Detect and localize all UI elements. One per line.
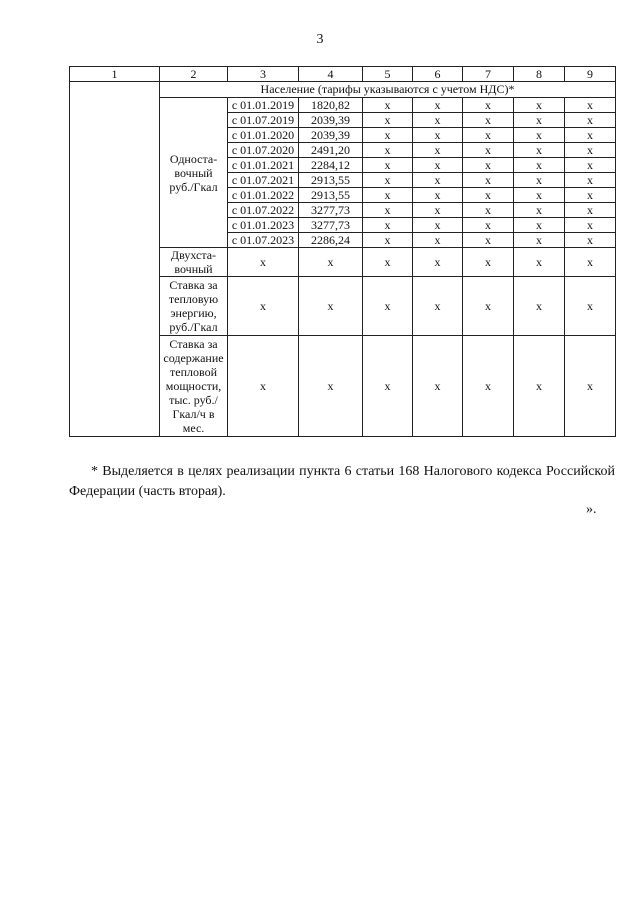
not-applicable-mark: х bbox=[463, 98, 514, 113]
column-number: 4 bbox=[299, 67, 363, 82]
category-label-line: тепловой bbox=[170, 365, 217, 379]
not-applicable-mark: х bbox=[514, 158, 565, 173]
period-cell: с 01.01.2022 bbox=[228, 188, 299, 203]
not-applicable-mark: х bbox=[463, 233, 514, 248]
column-number: 7 bbox=[463, 67, 514, 82]
not-applicable-mark: х bbox=[363, 98, 413, 113]
not-applicable-mark: х bbox=[463, 218, 514, 233]
tariff-value-cell: 2286,24 bbox=[299, 233, 363, 248]
not-applicable-mark: х bbox=[463, 188, 514, 203]
tariff-table bbox=[69, 66, 616, 437]
category-label-line: мес. bbox=[182, 421, 205, 435]
population-header: Население (тарифы указываются с учетом НДС)* bbox=[160, 82, 616, 98]
category-label-line: Двухста- bbox=[170, 248, 217, 262]
column-number: 2 bbox=[160, 67, 228, 82]
period-cell: с 01.07.2022 bbox=[228, 203, 299, 218]
not-applicable-mark: х bbox=[363, 203, 413, 218]
not-applicable-mark: х bbox=[565, 248, 616, 277]
not-applicable-mark: х bbox=[363, 233, 413, 248]
not-applicable-mark: х bbox=[413, 218, 463, 233]
not-applicable-mark: х bbox=[413, 173, 463, 188]
period-cell: с 01.07.2023 bbox=[228, 233, 299, 248]
not-applicable-mark: х bbox=[463, 128, 514, 143]
not-applicable-mark: х bbox=[363, 173, 413, 188]
tariff-category-label bbox=[160, 98, 228, 248]
category-label-line: Гкал/ч в bbox=[172, 407, 215, 421]
not-applicable-mark: х bbox=[228, 277, 299, 336]
not-applicable-mark: х bbox=[565, 98, 616, 113]
not-applicable-mark: х bbox=[463, 203, 514, 218]
not-applicable-mark: х bbox=[299, 248, 363, 277]
not-applicable-mark: х bbox=[565, 113, 616, 128]
not-applicable-mark: х bbox=[565, 173, 616, 188]
not-applicable-mark: х bbox=[413, 233, 463, 248]
not-applicable-mark: х bbox=[565, 218, 616, 233]
column-number: 1 bbox=[70, 67, 160, 82]
not-applicable-mark: х bbox=[565, 336, 616, 437]
category-label-line: Односта- bbox=[169, 151, 218, 166]
not-applicable-mark: х bbox=[514, 218, 565, 233]
not-applicable-mark: х bbox=[514, 143, 565, 158]
tariff-value-cell: 3277,73 bbox=[299, 218, 363, 233]
not-applicable-mark: х bbox=[299, 336, 363, 437]
period-cell: с 01.07.2021 bbox=[228, 173, 299, 188]
category-label-line: тепловую bbox=[168, 292, 219, 306]
not-applicable-mark: х bbox=[565, 158, 616, 173]
not-applicable-mark: х bbox=[413, 248, 463, 277]
not-applicable-mark: х bbox=[565, 128, 616, 143]
category-label-line: Ставка за bbox=[169, 278, 218, 292]
category-label-line: энергию, bbox=[170, 306, 217, 320]
not-applicable-mark: х bbox=[413, 113, 463, 128]
not-applicable-mark: х bbox=[413, 203, 463, 218]
page-number: 3 bbox=[316, 32, 324, 47]
not-applicable-mark: х bbox=[565, 188, 616, 203]
tariff-value-cell: 2284,12 bbox=[299, 158, 363, 173]
period-cell: с 01.01.2023 bbox=[228, 218, 299, 233]
not-applicable-mark: х bbox=[514, 248, 565, 277]
column-number: 9 bbox=[565, 67, 616, 82]
not-applicable-mark: х bbox=[514, 128, 565, 143]
column-number: 6 bbox=[413, 67, 463, 82]
not-applicable-mark: х bbox=[514, 113, 565, 128]
not-applicable-mark: х bbox=[565, 203, 616, 218]
not-applicable-mark: х bbox=[463, 113, 514, 128]
not-applicable-mark: х bbox=[514, 277, 565, 336]
not-applicable-mark: х bbox=[514, 233, 565, 248]
tariff-value-cell: 3277,73 bbox=[299, 203, 363, 218]
not-applicable-mark: х bbox=[514, 98, 565, 113]
tariff-value-cell: 1820,82 bbox=[299, 98, 363, 113]
tariff-category-label bbox=[160, 336, 228, 437]
not-applicable-mark: х bbox=[565, 143, 616, 158]
not-applicable-mark: х bbox=[363, 188, 413, 203]
column-number: 5 bbox=[363, 67, 413, 82]
not-applicable-mark: х bbox=[363, 143, 413, 158]
tariff-category-label bbox=[160, 248, 228, 277]
not-applicable-mark: х bbox=[514, 203, 565, 218]
not-applicable-mark: х bbox=[363, 218, 413, 233]
not-applicable-mark: х bbox=[413, 98, 463, 113]
not-applicable-mark: х bbox=[514, 188, 565, 203]
category-label-line: мощности, bbox=[165, 379, 222, 393]
population-header-row bbox=[70, 82, 616, 98]
tariff-category-label bbox=[160, 277, 228, 336]
category-label-line: руб./Гкал bbox=[169, 320, 218, 334]
not-applicable-mark: х bbox=[413, 188, 463, 203]
tariff-value-cell: 2039,39 bbox=[299, 128, 363, 143]
not-applicable-mark: х bbox=[363, 128, 413, 143]
not-applicable-mark: х bbox=[228, 336, 299, 437]
not-applicable-mark: х bbox=[514, 173, 565, 188]
not-applicable-mark: х bbox=[514, 336, 565, 437]
not-applicable-mark: х bbox=[413, 158, 463, 173]
period-cell: с 01.07.2019 bbox=[228, 113, 299, 128]
not-applicable-mark: х bbox=[463, 173, 514, 188]
tariff-value-cell: 2913,55 bbox=[299, 188, 363, 203]
not-applicable-mark: х bbox=[363, 248, 413, 277]
footnote: * Выделяется в целях реализации пункта 6 статьи 168 Налогового кодекса Российской Федерации (часть вторая). bbox=[69, 464, 615, 499]
closing-quote-mark: ». bbox=[586, 502, 597, 517]
category-label-line: руб./Гкал bbox=[169, 179, 218, 194]
category-label-line: вочный bbox=[174, 262, 213, 276]
period-cell: с 01.01.2021 bbox=[228, 158, 299, 173]
not-applicable-mark: х bbox=[463, 143, 514, 158]
column-number: 3 bbox=[228, 67, 299, 82]
not-applicable-mark: х bbox=[363, 158, 413, 173]
column-number: 8 bbox=[514, 67, 565, 82]
not-applicable-mark: х bbox=[565, 277, 616, 336]
not-applicable-mark: х bbox=[413, 143, 463, 158]
category-label-line: вочный bbox=[174, 165, 213, 180]
not-applicable-mark: х bbox=[299, 277, 363, 336]
not-applicable-mark: х bbox=[228, 248, 299, 277]
not-applicable-mark: х bbox=[413, 128, 463, 143]
period-cell: с 01.07.2020 bbox=[228, 143, 299, 158]
category-label-line: содержание bbox=[163, 351, 224, 365]
tariff-value-cell: 2039,39 bbox=[299, 113, 363, 128]
not-applicable-mark: х bbox=[463, 336, 514, 437]
tariff-value-cell: 2913,55 bbox=[299, 173, 363, 188]
not-applicable-mark: х bbox=[363, 277, 413, 336]
category-label-line: тыс. руб./ bbox=[169, 393, 218, 407]
not-applicable-mark: х bbox=[413, 277, 463, 336]
blank-first-column-cell bbox=[70, 82, 160, 437]
not-applicable-mark: х bbox=[565, 233, 616, 248]
category-label-line: Ставка за bbox=[169, 337, 218, 351]
not-applicable-mark: х bbox=[413, 336, 463, 437]
column-number-row bbox=[70, 67, 616, 82]
tariff-value-cell: 2491,20 bbox=[299, 143, 363, 158]
period-cell: с 01.01.2019 bbox=[228, 98, 299, 113]
not-applicable-mark: х bbox=[463, 277, 514, 336]
not-applicable-mark: х bbox=[463, 248, 514, 277]
not-applicable-mark: х bbox=[363, 113, 413, 128]
not-applicable-mark: х bbox=[363, 336, 413, 437]
not-applicable-mark: х bbox=[463, 158, 514, 173]
period-cell: с 01.01.2020 bbox=[228, 128, 299, 143]
